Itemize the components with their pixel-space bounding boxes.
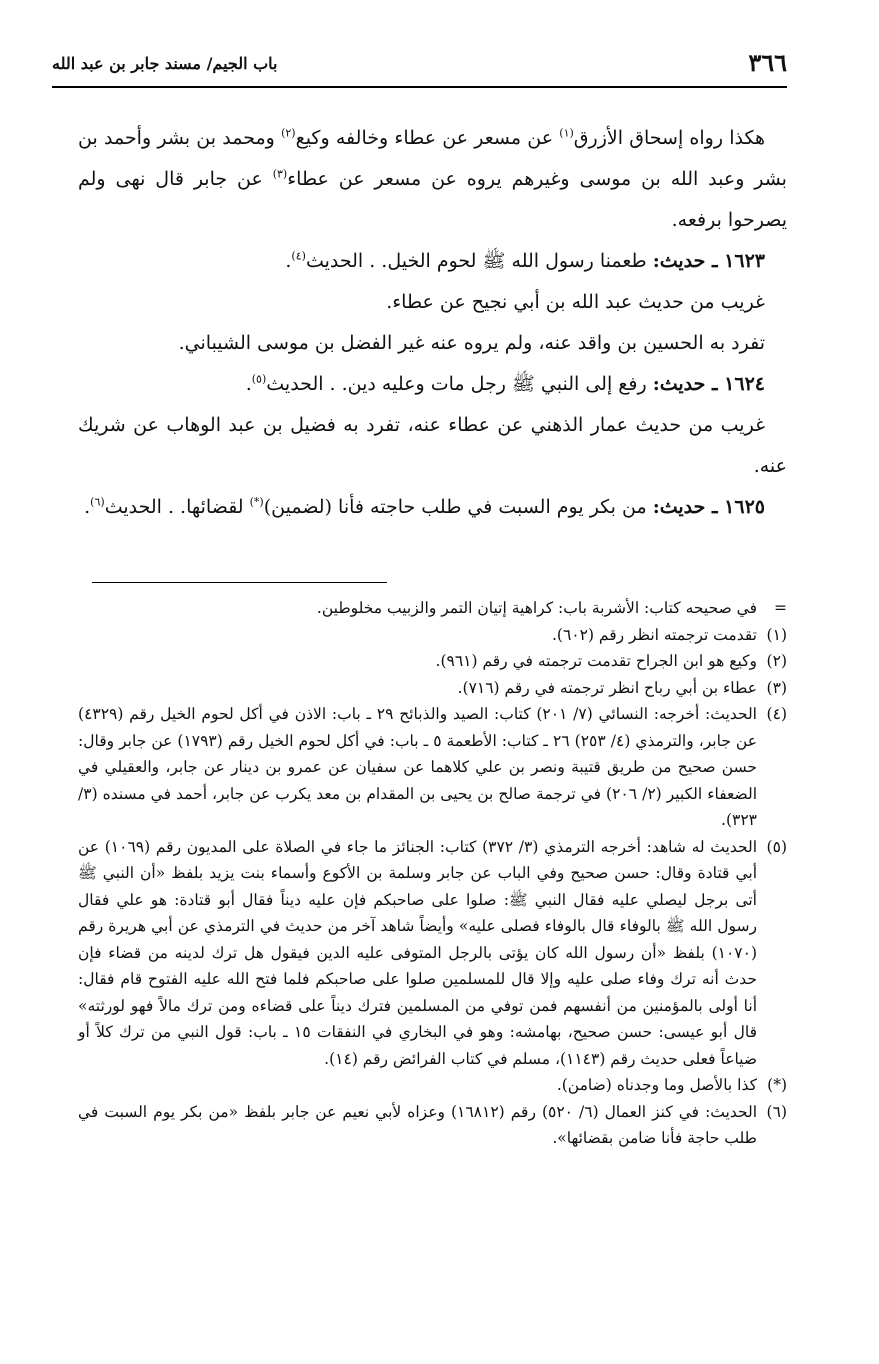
footnote-label: (٢): [766, 652, 787, 670]
footnote-1: [78, 622, 787, 649]
footnote-ref-6: (٦): [90, 495, 105, 509]
footnote-ref-2: (٢): [281, 126, 296, 140]
footnote-4: [78, 701, 787, 834]
intro-part3: ومحمد بن بشر وأحمد بن بشر وعبد الله بن موسى وغيرهم يروه عن مسعر عن عطاء: [78, 127, 787, 190]
hadith-1625-text: من بكر يوم السبت في طلب حاجته فأنا (لضمين): [263, 496, 653, 518]
header-rule: [52, 86, 787, 88]
footnote-text: الحديث له شاهد: أخرجه الترمذي (٣/ ٣٧٢) كتاب: الجنائز ما جاء في الصلاة على المديون رقم (١٠٦٩) عن أبي قتادة وقال: حسن صحيح وفي الباب عن جابر وسلمة بن الأكوع وأسماء بنت يزيد بلفظ «أن النبي ﷺ أتى برجل ليصلي عليه فقال النبي ﷺ: صلوا على صاحبكم فإن عليه ديناً فقال أبو قتادة: هو علي فقال رسول الله ﷺ بالوفاء قال بالوفاء فصلى عليه» وأيضاً شاهد آخر من حديث في الترمذي عن أبي هريرة رقم (١٠٧٠) بلفظ «أن رسول الله كان يؤتى بالرجل المتوفى عليه الدين فيقول هل ترك لدينه من قضاء فإن حدث أنه ترك وفاء صلى عليه وإلا قال للمسلمين صلوا على صاحبكم فلما فتح الله عليه الفتوح قام فقال: أنا أولى بالمؤمنين من أنفسهم فمن توفي من المسلمين فترك ديناً على قضاءه ومن ترك مالاً فهو لورثته» قال أبو عيسى: حسن صحيح، بهامشه: وهو في البخاري في النفقات ١٥ ـ باب: قول النبي من ترك كلاً أو ضياعاً فعلى حديث رقم (١١٤٣)، مسلم في كتاب الفرائض رقم (١٤).: [78, 837, 758, 1068]
footnote-label: =: [774, 599, 787, 617]
hadith-1624-text: رفع إلى النبي ﷺ رجل مات وعليه دين. . الحديث: [266, 373, 653, 395]
footnote-label: (*): [767, 1076, 787, 1094]
footnote-text: الحديث: في كنز العمال (٦/ ٥٢٠) رقم (١٦٨١٢) وعزاه لأبي نعيم عن جابر بلفظ «من بكر يوم السبت في طلب حاجة فأنا ضامن بقضائها».: [78, 1102, 758, 1147]
running-title: باب الجيم/ مسند جابر بن عبد الله: [52, 54, 278, 73]
hadith-1625: [78, 487, 787, 528]
footnotes: [78, 595, 787, 1152]
footnote-ref-5: (٥): [251, 372, 267, 386]
footnote-3: [78, 675, 787, 702]
hadith-1623-label: ١٦٢٣ ـ حديث:: [652, 250, 765, 272]
footnote-ref-star: (*): [249, 495, 264, 509]
footnote-label: (٤): [766, 705, 787, 723]
footnote-label: (٦): [766, 1102, 787, 1121]
page-header: [52, 48, 787, 88]
intro-part4: عن جابر قال نهى ولم يصرحوا برفعه.: [78, 168, 787, 231]
footnote-separator: [92, 582, 387, 583]
footnote-text: عطاء بن أبي رباح انظر ترجمته في رقم (٧١٦).: [457, 678, 757, 697]
hadith-1623-end: .: [285, 250, 292, 272]
hadith-1624-label: ١٦٢٤ ـ حديث:: [652, 373, 765, 395]
footnote-label: (٥): [766, 837, 787, 856]
footnote-5: [78, 834, 787, 1073]
footnote-star: [78, 1072, 787, 1099]
intro-part1: هكذا رواه إسحاق الأزرق: [573, 127, 766, 149]
hadith-1625-text-2: لقضائها. . الحديث: [104, 496, 250, 518]
hadith-1623-text: طعمنا رسول الله ﷺ لحوم الخيل. . الحديث: [305, 250, 653, 272]
footnote-text: الحديث: أخرجه: النسائي (٧/ ٢٠١) كتاب: الصيد والذبائح ٢٩ ـ باب: الاذن في أكل لحوم الخيل رقم (٤٣٢٩) عن جابر، والترمذي (٤/ ٢٥٣) ٢٦ ـ كتاب: الأطعمة ٥ ـ باب: في أكل لحوم الخيل رقم (١٧٩٣) عن جابر وقال: حسن صحيح من طريق قتيبة ونصر بن علي كلاهما عن سفيان عن عمرو بن دينار عن جابر، والعقيلي في الضعفاء الكبير (٢/ ٢٠٦) في ترجمة صالح بن يحيى بن المقدام بن معد يكرب عن جابر، أحمد في مسنده (٣/ ٣٢٣).: [78, 705, 757, 829]
intro-part2: عن مسعر عن عطاء وخالفه وكيع: [295, 127, 560, 149]
footnote-text: تقدمت ترجمته انظر رقم (٦٠٢).: [551, 625, 757, 644]
hadith-1623-comment-1: غريب من حديث عبد الله بن أبي نجيح عن عطاء.: [386, 291, 765, 313]
footnote-continuation: [78, 595, 787, 622]
footnote-text: وكيع هو ابن الجراح تقدمت ترجمته في رقم (٩٦١).: [435, 652, 757, 670]
footnote-ref-1: (١): [559, 126, 574, 140]
hadith-1625-label: ١٦٢٥ ـ حديث:: [652, 496, 765, 518]
hadith-1625-end: .: [84, 496, 91, 518]
footnote-2: [78, 648, 787, 675]
hadith-1623-comment-2: تفرد به الحسين بن واقد عنه، ولم يروه عنه غير الفضل بن موسى الشيباني.: [178, 332, 765, 354]
footnote-text: في صحيحه كتاب: الأشربة باب: كراهية إتيان التمر والزبيب مخلوطين.: [316, 599, 757, 617]
main-text: [78, 118, 787, 528]
hadith-1623: [78, 241, 787, 282]
footnote-6: [78, 1099, 787, 1152]
footnote-ref-3: (٣): [272, 167, 288, 181]
intro-paragraph: [78, 118, 787, 241]
hadith-1624-comment: غريب من حديث عمار الذهني عن عطاء عنه، تفرد به فضيل بن عبد الوهاب عن شريك عنه.: [78, 414, 787, 477]
footnote-ref-4: (٤): [291, 249, 306, 263]
page-number: ٣٦٦: [748, 48, 787, 77]
footnote-text: كذا بالأصل وما وجدناه (ضامن).: [556, 1076, 757, 1094]
footnote-label: (٣): [766, 678, 787, 697]
hadith-1624: [78, 364, 787, 405]
hadith-1624-end: .: [245, 373, 252, 395]
footnote-label: (١): [766, 625, 787, 644]
